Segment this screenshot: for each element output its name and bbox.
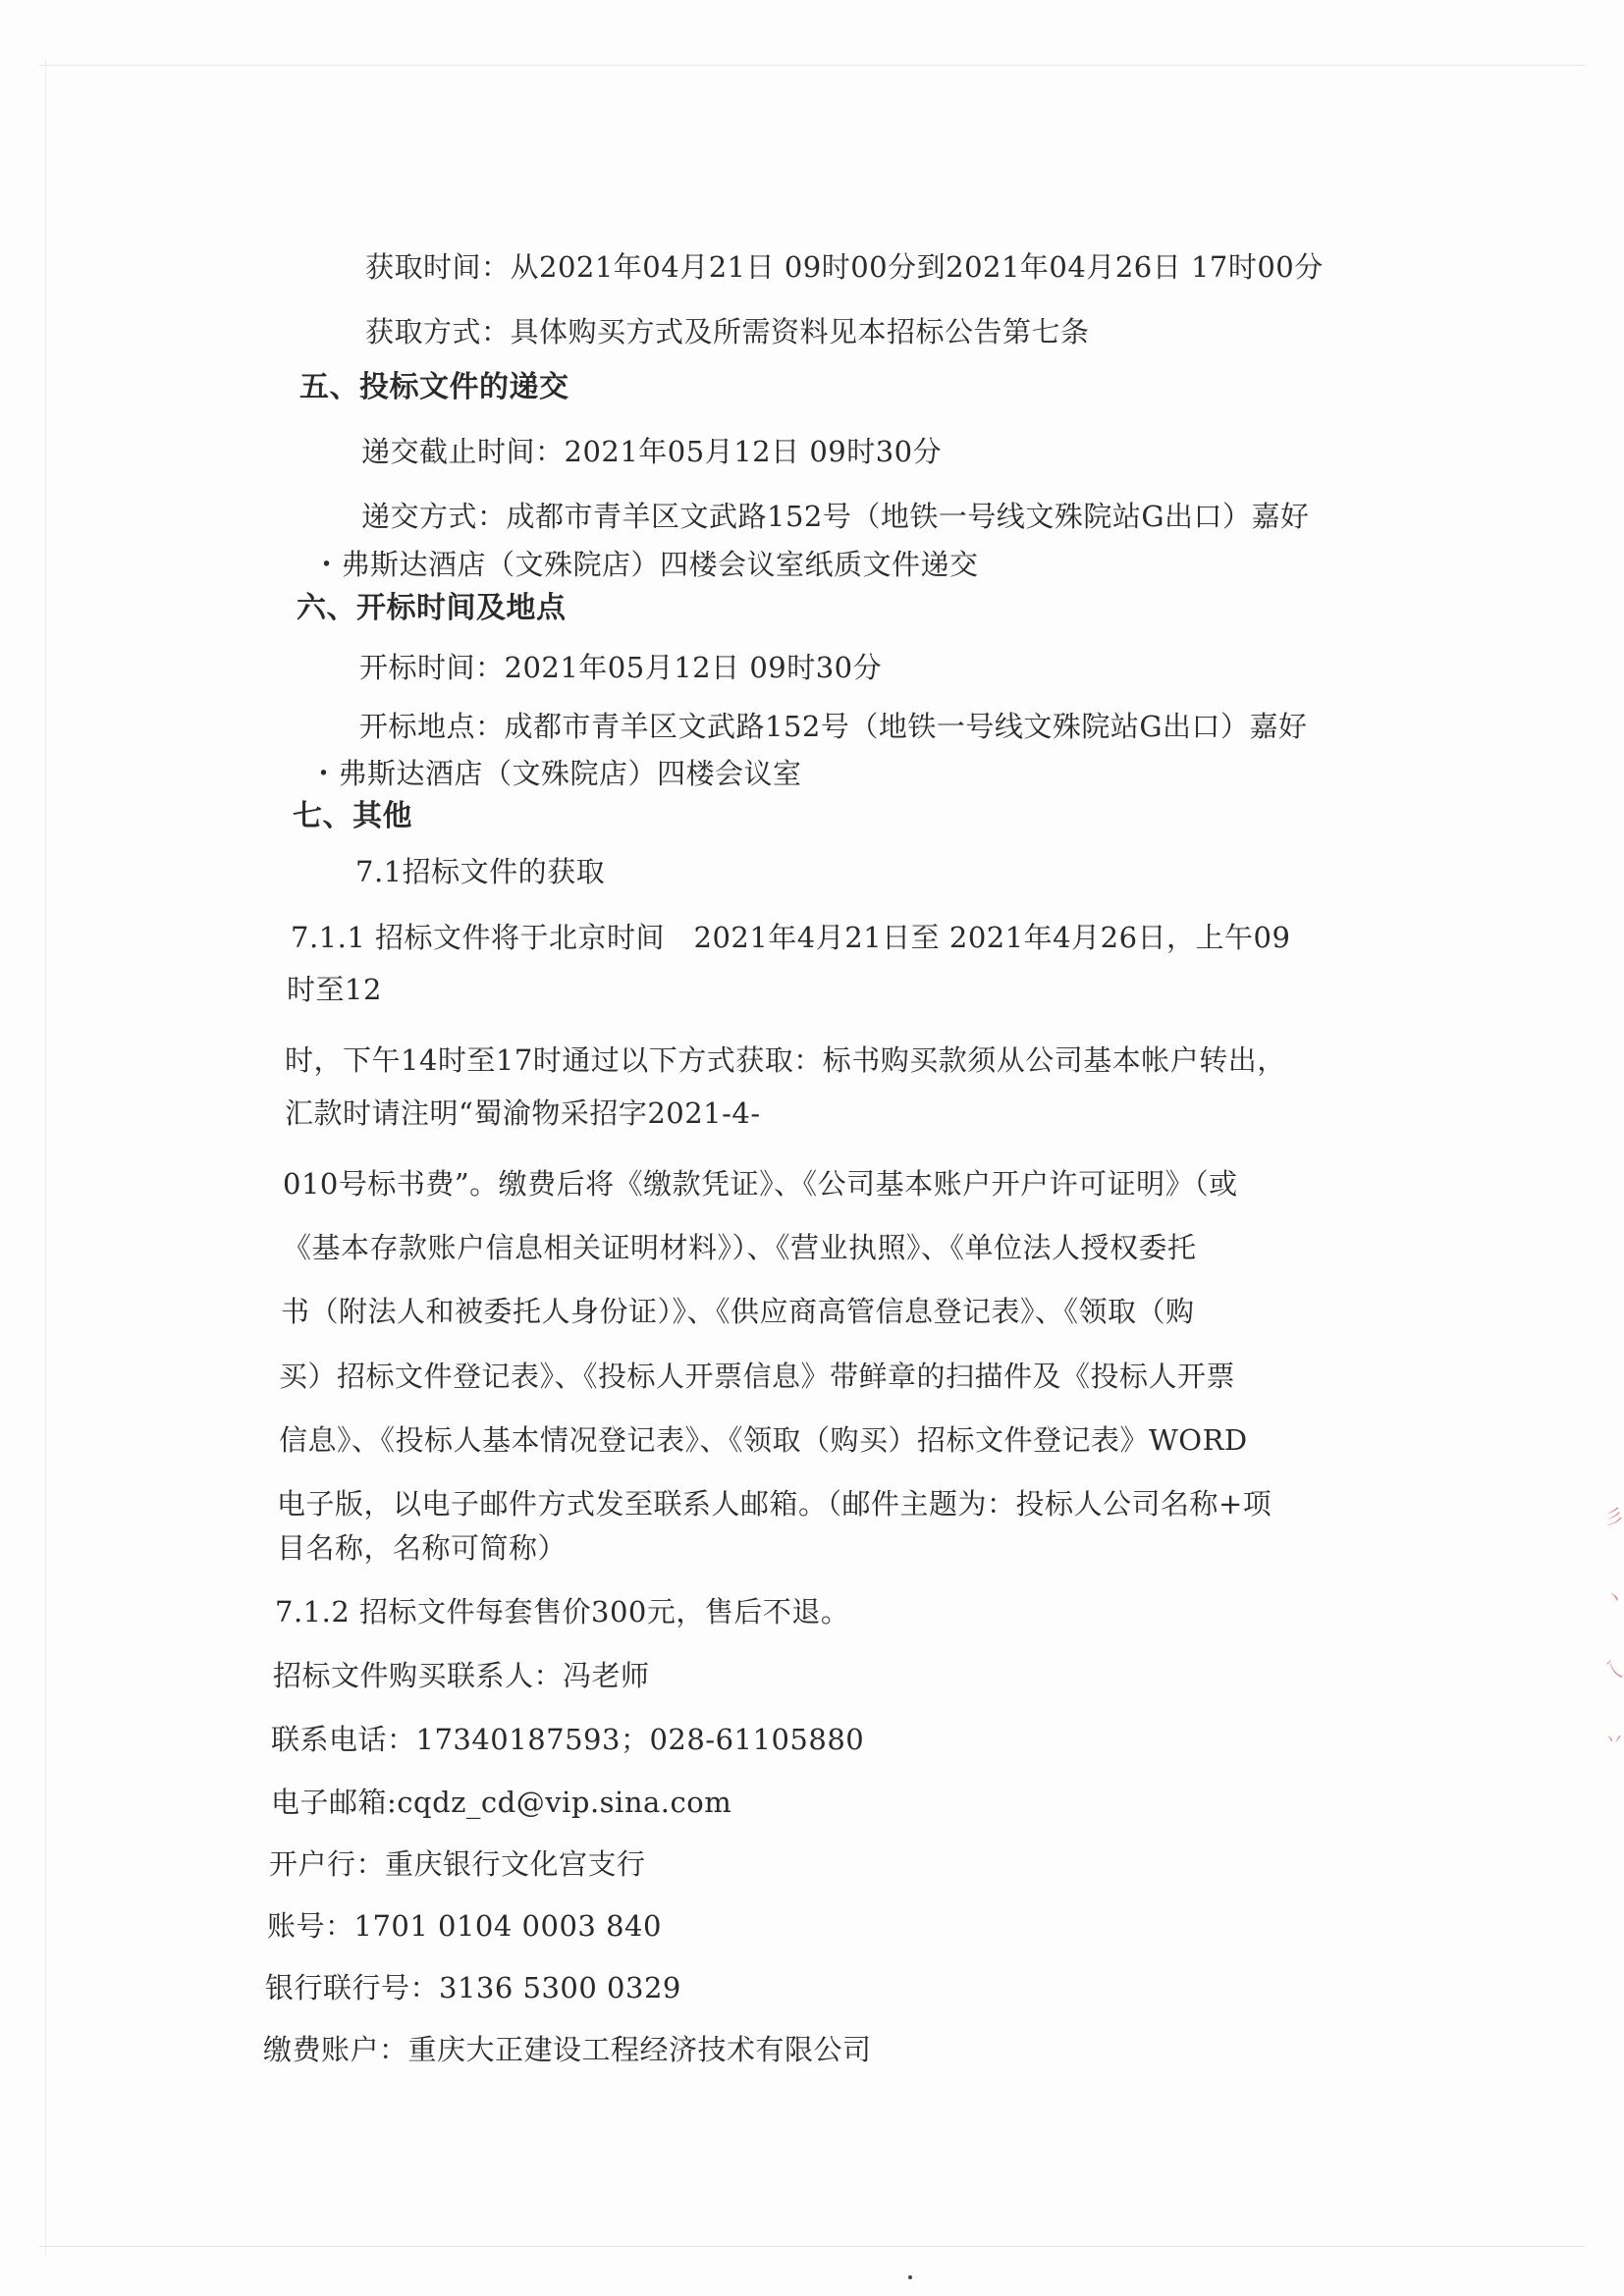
contact-email-line: 电子邮箱:cqdz_cd@vip.sina.com — [271, 1786, 732, 1819]
contact-person-line: 招标文件购买联系人：冯老师 — [273, 1659, 650, 1692]
section-6-heading: 六、开标时间及地点 — [297, 591, 567, 625]
seal-fragment: 丶 — [1604, 1586, 1624, 1610]
subsection-7-1-1-line-2: 时至12 — [287, 973, 382, 1006]
submission-method-line-cont: ・弗斯达酒店（文殊院店）四楼会议室纸质文件递交 — [312, 548, 979, 581]
seal-fragment: 彡 — [1604, 1505, 1624, 1528]
subsection-7-1-1-line-3: 时，下午14时至17时通过以下方式获取：标书购买款须从公司基本帐户转出， — [285, 1043, 1286, 1077]
subsection-7-1-1-line-11: 目名称，名称可简称） — [277, 1531, 568, 1565]
scan-top-edge — [39, 65, 1585, 66]
payee-account-line: 缴费账户：重庆大正建设工程经济技术有限公司 — [263, 2033, 872, 2066]
seal-fragment: 丷 — [1604, 1728, 1624, 1751]
acquire-method-line: 获取方式：具体购买方式及所需资料见本招标公告第七条 — [365, 315, 1090, 348]
subsection-7-1-title: 7.1招标文件的获取 — [355, 855, 606, 888]
scan-bottom-edge — [39, 2246, 1585, 2247]
opening-location-line: 开标地点：成都市青羊区文武路152号（地铁一号线文殊院站G出口）嘉好 — [359, 710, 1308, 743]
subsection-7-1-1-line-4: 汇款时请注明“蜀渝物采招字2021-4- — [285, 1096, 761, 1130]
subsection-7-1-1-line-10: 电子版，以电子邮件方式发至联系人邮箱。（邮件主题为：投标人公司名称+项 — [277, 1487, 1272, 1521]
submission-deadline-line: 递交截止时间：2021年05月12日 09时30分 — [361, 435, 943, 468]
subsection-7-1-1-line-7: 书（附法人和被委托人身份证）》、《供应商高管信息登记表》、《领取（购 — [281, 1295, 1195, 1328]
contact-phone-line: 联系电话：17340187593；028-61105880 — [271, 1723, 865, 1756]
subsection-7-1-1-line-1: 7.1.1 招标文件将于北京时间 2021年4月21日至 2021年4月26日，上午09 — [291, 921, 1291, 954]
opening-time-line: 开标时间：2021年05月12日 09时30分 — [359, 651, 883, 684]
subsection-7-1-1-line-5: 010号标书费”。缴费后将《缴款凭证》、《公司基本账户开户许可证明》（或 — [283, 1167, 1238, 1201]
submission-method-line: 递交方式：成都市青羊区文武路152号（地铁一号线文殊院站G出口）嘉好 — [361, 500, 1310, 533]
account-number-line: 账号：1701 0104 0003 840 — [267, 1909, 662, 1943]
scan-left-edge — [45, 59, 46, 2257]
scan-speck — [908, 2275, 912, 2279]
bank-name-line: 开户行：重庆银行文化宫支行 — [269, 1847, 646, 1881]
opening-location-line-cont: ・弗斯达酒店（文殊院店）四楼会议室 — [309, 757, 802, 790]
subsection-7-1-1-line-9: 信息》、《投标人基本情况登记表》、《领取（购买）招标文件登记表》WORD — [279, 1423, 1248, 1457]
subsection-7-1-1-line-8: 买）招标文件登记表》、《投标人开票信息》带鲜章的扫描件及《投标人开票 — [279, 1360, 1236, 1393]
section-7-heading: 七、其他 — [293, 799, 412, 833]
subsection-7-1-1-line-6: 《基本存款账户信息相关证明材料》）、《营业执照》、《单位法人授权委托 — [283, 1231, 1197, 1264]
section-5-heading: 五、投标文件的递交 — [299, 370, 569, 404]
seal-fragment: 乀 — [1604, 1657, 1624, 1681]
acquire-time-line: 获取时间：从2021年04月21日 09时00分到2021年04月26日 17时00分 — [365, 250, 1324, 284]
subsection-7-1-2-line: 7.1.2 招标文件每套售价300元，售后不退。 — [275, 1595, 850, 1629]
bank-code-line: 银行联行号：3136 5300 0329 — [265, 1971, 681, 2004]
